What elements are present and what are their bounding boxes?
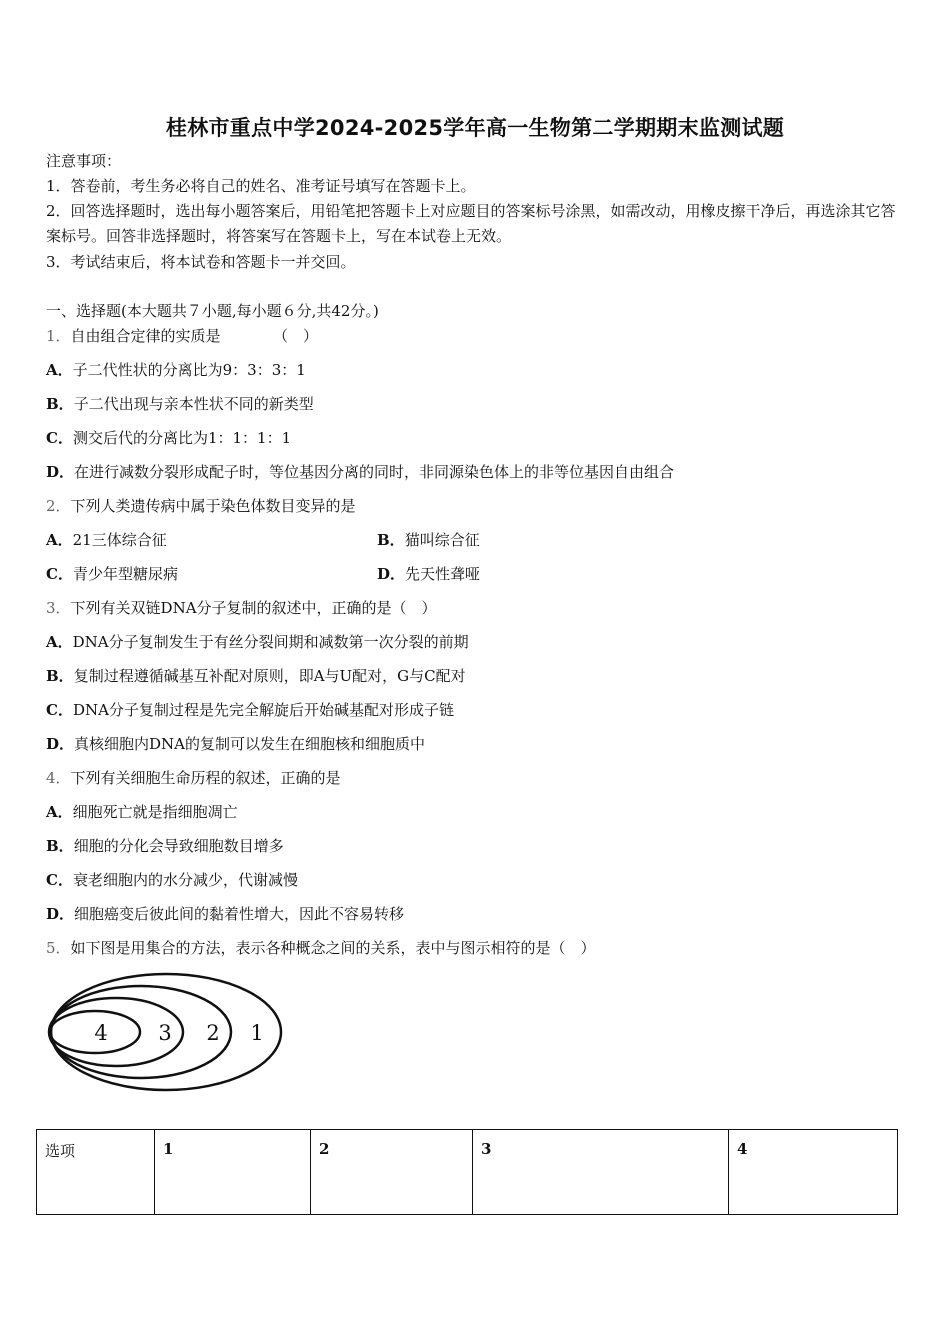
table-cell: 3 — [473, 1130, 729, 1215]
table-cell: 4 — [729, 1130, 898, 1215]
set-label-2: 2 — [206, 1021, 220, 1045]
notice-item-3: 3．考试结束后，将本试卷和答题卡一并交回。 — [46, 253, 356, 271]
set-label-4: 4 — [94, 1021, 108, 1045]
q4-option-c: C．衰老细胞内的水分减少，代谢减慢 — [46, 871, 298, 889]
q2-option-d: D．先天性聋哑 — [377, 565, 481, 583]
q2-option-a: A．21三体综合征 — [46, 531, 167, 549]
page-title: 桂林市重点中学2024-2025学年高一生物第二学期期末监测试题 — [165, 116, 785, 140]
question-number: 5． — [46, 939, 71, 957]
q3-option-a: A．DNA分子复制发生于有丝分裂间期和减数第一次分裂的前期 — [46, 633, 469, 651]
q4-option-a: A．细胞死亡就是指细胞凋亡 — [46, 803, 238, 821]
table-cell: 1 — [155, 1130, 311, 1215]
question-4 — [46, 768, 341, 788]
notice-heading: 注意事项： — [46, 152, 122, 170]
question-stem: 如下图是用集合的方法，表示各种概念之间的关系，表中与图示相符的是（ ） — [70, 939, 596, 957]
q3-option-d: D．真核细胞内DNA的复制可以发生在细胞核和细胞质中 — [46, 735, 426, 753]
options-table — [36, 1129, 898, 1215]
q1-option-d: D．在进行减数分裂形成配子时，等位基因分离的同时，非同源染色体上的非等位基因自由组合 — [46, 463, 675, 481]
question-stem: 自由组合定律的实质是 （ ） — [70, 327, 319, 345]
question-5 — [46, 938, 596, 958]
nested-set-diagram — [46, 970, 291, 1095]
question-number: 3． — [46, 599, 71, 617]
q1-option-c: C．测交后代的分离比为1：1：1：1 — [46, 429, 292, 447]
notice-item-2: 2．回答选择题时，选出每小题答案后，用铅笔把答题卡上对应题目的答案标号涂黑，如需改动，用橡皮擦干净后，再选涂其它答案标号。回答非选择题时，将答案写在答题卡上，写在本试卷上无效。 — [46, 202, 896, 245]
set-label-1: 1 — [250, 1021, 264, 1045]
q4-option-b: B．细胞的分化会导致细胞数目增多 — [46, 837, 284, 855]
q1-option-a: A．子二代性状的分离比为9：3：3：1 — [46, 361, 306, 379]
question-number: 4． — [46, 769, 71, 787]
table-cell: 2 — [311, 1130, 473, 1215]
question-number: 2． — [46, 497, 71, 515]
q3-option-b: B．复制过程遵循碱基互补配对原则，即A与U配对，G与C配对 — [46, 667, 466, 685]
set-label-3: 3 — [158, 1021, 172, 1045]
question-2 — [46, 496, 356, 516]
q2-option-b: B．猫叫综合征 — [377, 531, 480, 549]
q4-option-d: D．细胞癌变后彼此间的黏着性增大，因此不容易转移 — [46, 905, 405, 923]
question-stem: 下列有关细胞生命历程的叙述，正确的是 — [70, 769, 341, 787]
question-stem: 下列人类遗传病中属于染色体数目变异的是 — [70, 497, 356, 515]
question-3 — [46, 598, 437, 618]
question-1 — [46, 326, 318, 346]
q1-option-b: B．子二代出现与亲本性状不同的新类型 — [46, 395, 314, 413]
table-row — [37, 1130, 898, 1215]
question-stem: 下列有关双链DNA分子复制的叙述中，正确的是（ ） — [70, 599, 437, 617]
question-number: 1． — [46, 327, 71, 345]
table-cell: 选项 — [37, 1130, 155, 1215]
section-heading: 一、选择题(本大题共７小题,每小题６分,共42分。) — [46, 302, 379, 320]
q2-option-c: C．青少年型糖尿病 — [46, 565, 178, 583]
q3-option-c: C．DNA分子复制过程是先完全解旋后开始碱基配对形成子链 — [46, 701, 454, 719]
notice-item-1: 1．答卷前，考生务必将自己的姓名、准考证号填写在答题卡上。 — [46, 177, 476, 195]
